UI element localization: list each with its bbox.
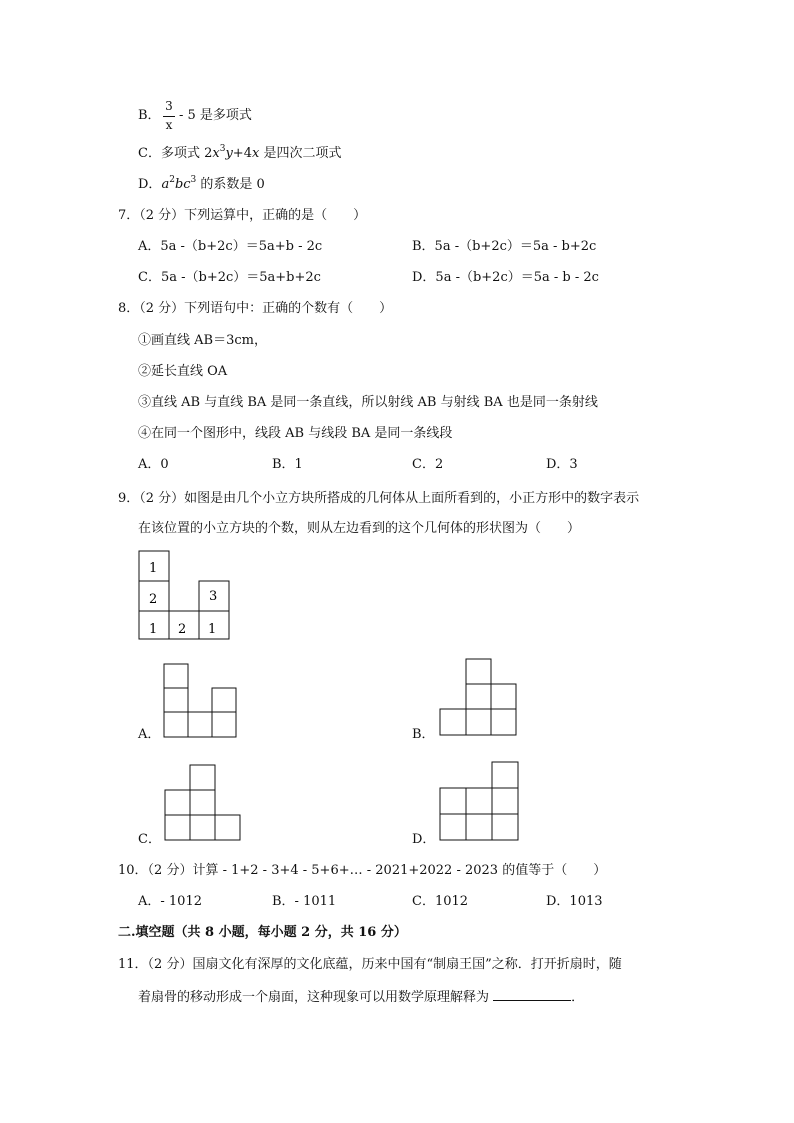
q7-option-a: A．5a -（b+2c）＝5a+b - 2c — [138, 239, 323, 254]
q6-option-c-exp: 3 — [219, 144, 226, 154]
q9-grid-number-4: 1 — [149, 622, 158, 637]
q7-option-c: C．5a -（b+2c）＝5a+b+2c — [138, 270, 321, 285]
q9-option-a-figure — [164, 664, 236, 737]
q9-option-d-label: D． — [412, 832, 436, 847]
q6-option-b-frac-numerator: 3 — [165, 99, 173, 113]
q8-option-b: B．1 — [272, 457, 303, 472]
q6-option-c-post: 是四次二项式 — [259, 146, 342, 161]
q8-statement-1: ①画直线 AB＝3cm， — [138, 333, 267, 348]
q10-option-a: A．- 1012 — [138, 894, 202, 909]
q8-option-d: D．3 — [546, 457, 578, 472]
q6-option-c-pre: 多项式 2 — [160, 146, 213, 161]
q6-option-d-bc: bc — [174, 177, 191, 192]
q11-line-2-text: 着扇骨的移动形成一个扇面，这种现象可以用数学原理解释为 — [138, 990, 490, 1005]
q10-stem: 10．（2 分）计算 - 1+2 - 3+4 - 5+6+… - 2021+2022 - 2023 的值等于（ ） — [118, 863, 607, 878]
q9-option-d-figure — [440, 762, 518, 840]
q9-grid-number-3: 3 — [209, 589, 218, 604]
q7-option-d: D．5a -（b+2c）＝5a - b - 2c — [412, 270, 599, 285]
q9-option-b-figure — [440, 659, 516, 735]
q9-grid-number-6: 1 — [208, 622, 217, 637]
q9-option-b-label: B． — [412, 727, 435, 742]
q6-option-d-exp1: 2 — [169, 175, 175, 185]
q6-option-c-plus: +4 — [232, 146, 252, 161]
q9-option-a-label: A． — [138, 727, 161, 742]
q6-option-c-label: C． — [138, 146, 161, 161]
q7-option-b: B．5a -（b+2c）＝5a - b+2c — [412, 239, 597, 254]
q6-option-b-label: B． — [138, 108, 161, 123]
q9-stem-line-1: 9．（2 分）如图是由几个小立方块所搭成的几何体从上面所看到的，小正方形中的数字表示 — [118, 491, 640, 506]
q9-grid-number-5: 2 — [178, 622, 187, 637]
q8-option-a: A．0 — [138, 457, 169, 472]
q7-stem: 7．（2 分）下列运算中，正确的是（ ） — [118, 208, 367, 223]
q10-option-c: C．1012 — [412, 894, 469, 909]
q9-option-c-figure — [165, 765, 240, 840]
q9-stem-line-2: 在该位置的小立方块的个数，则从左边看到的这个几何体的形状图为（ ） — [138, 521, 581, 536]
q10-option-b: B．- 1011 — [272, 894, 337, 909]
q6-option-d-label: D． — [138, 177, 162, 192]
q8-statement-4: ④在同一个图形中，线段 AB 与线段 BA 是同一条线段 — [138, 426, 453, 441]
q10-option-d: D．1013 — [546, 894, 603, 909]
q6-option-d-post: 的系数是 0 — [196, 177, 265, 192]
q11-line-2-end: ． — [571, 990, 585, 1005]
q8-option-c: C．2 — [412, 457, 444, 472]
q6-option-b-text: - 5 是多项式 — [179, 108, 252, 123]
q11-line-2 — [138, 988, 584, 1006]
q6-option-c-x2: x — [251, 146, 260, 161]
q6-option-c-y: y — [225, 146, 233, 161]
q6-option-b-frac-denominator: x — [165, 118, 173, 132]
q9-option-c-label: C． — [138, 832, 161, 847]
q11-answer-blank[interactable] — [493, 988, 571, 1001]
q6-option-c-x: x — [212, 146, 220, 161]
q6-option-d-a: a — [161, 177, 170, 192]
q8-stem: 8．（2 分）下列语句中：正确的个数有（ ） — [118, 301, 393, 316]
q8-statement-2: ②延长直线 OA — [138, 364, 228, 379]
section-2-title: 二.填空题（共 8 小题，每小题 2 分，共 16 分） — [118, 925, 407, 940]
q9-grid-number-2: 2 — [149, 592, 158, 607]
q8-statement-3: ③直线 AB 与直线 BA 是同一条直线，所以射线 AB 与射线 BA 也是同一条射线 — [138, 395, 598, 410]
q6-option-d-exp2: 3 — [190, 175, 197, 185]
q11-line-1: 11．（2 分）国扇文化有深厚的文化底蕴，历来中国有“制扇王国”之称．打开折扇时，随 — [118, 957, 622, 972]
q9-grid-number-1: 1 — [149, 561, 158, 576]
